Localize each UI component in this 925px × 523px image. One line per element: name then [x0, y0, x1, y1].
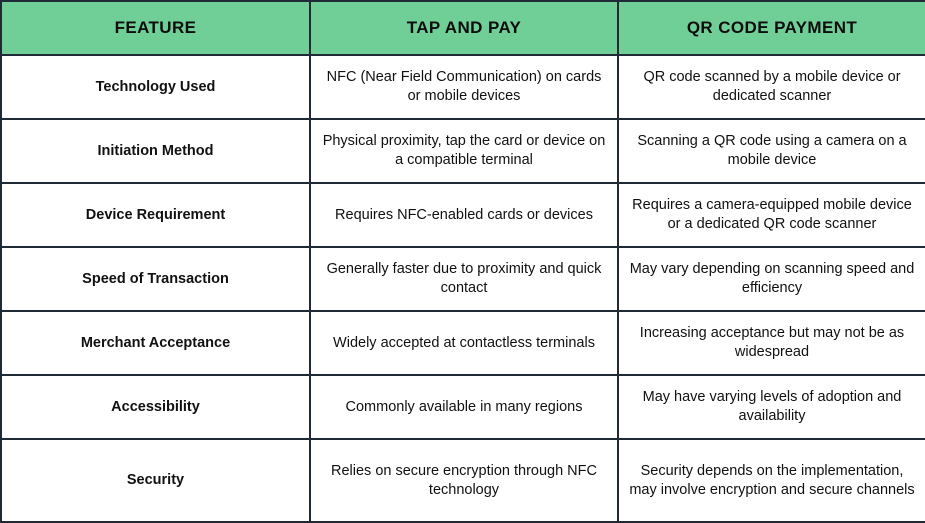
qr-payment-cell: Security depends on the implementation, may involve encryption and secure channels	[618, 439, 925, 522]
qr-payment-cell: May vary depending on scanning speed and efficiency	[618, 247, 925, 311]
table-row	[1, 311, 925, 375]
tap-and-pay-cell: Generally faster due to proximity and quick contact	[310, 247, 618, 311]
table-body	[1, 55, 925, 522]
feature-cell: Device Requirement	[1, 183, 310, 247]
header-feature: FEATURE	[1, 1, 310, 55]
qr-payment-cell: Increasing acceptance but may not be as widespread	[618, 311, 925, 375]
qr-payment-cell: Requires a camera-equipped mobile device or a dedicated QR code scanner	[618, 183, 925, 247]
qr-payment-cell: QR code scanned by a mobile device or dedicated scanner	[618, 55, 925, 119]
tap-and-pay-cell: Requires NFC-enabled cards or devices	[310, 183, 618, 247]
feature-cell: Security	[1, 439, 310, 522]
table-row	[1, 119, 925, 183]
header-row	[1, 1, 925, 55]
table-row	[1, 439, 925, 522]
header-qr-code-payment: QR CODE PAYMENT	[618, 1, 925, 55]
tap-and-pay-cell: Widely accepted at contactless terminals	[310, 311, 618, 375]
feature-cell: Initiation Method	[1, 119, 310, 183]
table-row	[1, 375, 925, 439]
tap-and-pay-cell: Commonly available in many regions	[310, 375, 618, 439]
feature-cell: Merchant Acceptance	[1, 311, 310, 375]
table-header	[1, 1, 925, 55]
header-tap-and-pay: TAP AND PAY	[310, 1, 618, 55]
table-row	[1, 247, 925, 311]
qr-payment-cell: Scanning a QR code using a camera on a mobile device	[618, 119, 925, 183]
qr-payment-cell: May have varying levels of adoption and availability	[618, 375, 925, 439]
feature-cell: Speed of Transaction	[1, 247, 310, 311]
feature-cell: Technology Used	[1, 55, 310, 119]
tap-and-pay-cell: Physical proximity, tap the card or device on a compatible terminal	[310, 119, 618, 183]
table-row	[1, 55, 925, 119]
tap-and-pay-cell: Relies on secure encryption through NFC technology	[310, 439, 618, 522]
table-row	[1, 183, 925, 247]
tap-and-pay-cell: NFC (Near Field Communication) on cards or mobile devices	[310, 55, 618, 119]
feature-cell: Accessibility	[1, 375, 310, 439]
